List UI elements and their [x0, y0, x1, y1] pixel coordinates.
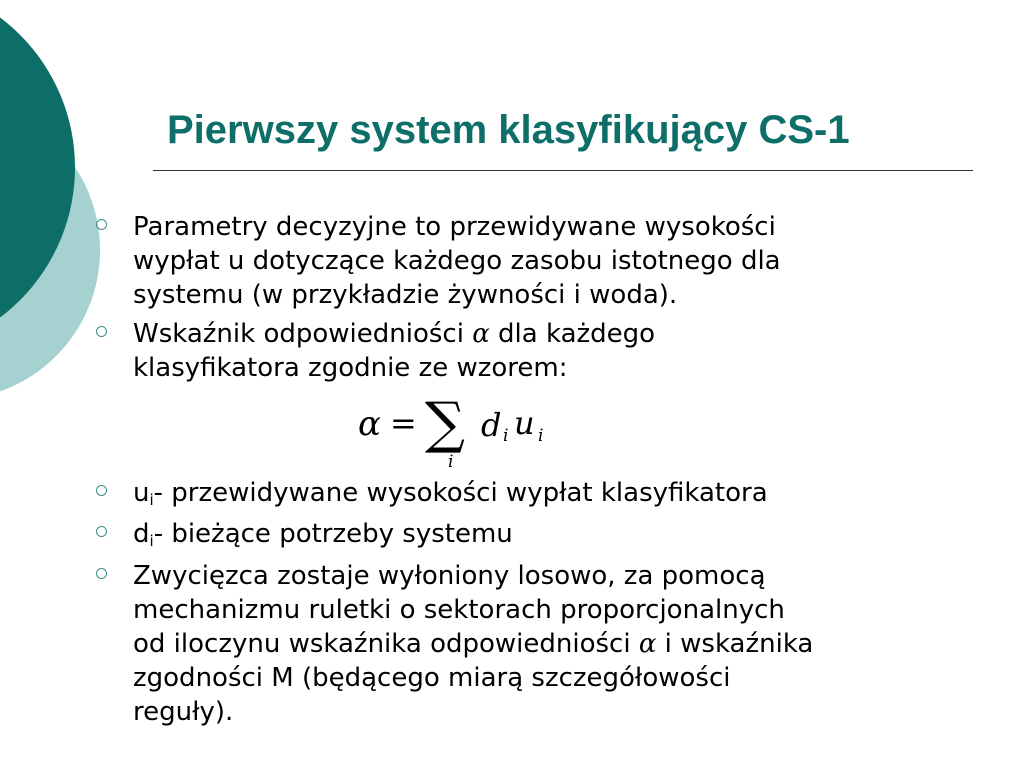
bullet-circle-icon	[96, 326, 107, 337]
bullet-circle-icon	[96, 219, 107, 230]
formula-alpha: α	[358, 404, 381, 444]
alpha-symbol: α	[638, 629, 657, 659]
variable-u: u	[133, 478, 150, 508]
bullet-text-part: dla każdego klasyfikatora zgodnie ze wzorem:	[133, 319, 656, 383]
bullet-text	[133, 517, 963, 558]
bullet-circle-icon	[96, 568, 107, 579]
bullet-text	[133, 476, 963, 517]
formula-sum-symbol: ∑	[425, 391, 465, 456]
formula-d: d	[481, 406, 502, 444]
formula-d-subscript: i	[503, 426, 509, 446]
bullet-text	[133, 559, 963, 729]
bullet-circle-icon	[96, 485, 107, 496]
slide-title: Pierwszy system klasyfikujący CS-1	[167, 108, 850, 152]
subscript-i: i	[149, 532, 154, 550]
subscript-i: i	[149, 491, 154, 509]
formula-equals: =	[390, 404, 417, 442]
bullet-text-part: - bieżące potrzeby systemu	[153, 519, 513, 549]
formula-u-subscript: i	[538, 426, 544, 446]
variable-d: d	[133, 519, 150, 549]
formula-u: u	[514, 404, 535, 442]
formula-sum-index: i	[448, 452, 454, 472]
title-divider	[153, 170, 973, 171]
bullet-text: Parametry decyzyjne to przewidywane wysokości wypłat u dotyczące każdego zasobu istotnego dla systemu (w przykładzie żywności i woda).	[133, 212, 781, 310]
bullet-text-part: i wskaźnika zgodności M (będącego miarą szczegółowości reguły).	[133, 629, 814, 727]
bullet-text-part: Wskaźnik odpowiedniości	[133, 319, 473, 349]
bullet-text-part: - przewidywane wysokości wypłat klasyfikatora	[153, 478, 768, 508]
bullet-text-part: Zwycięzca zostaje wyłoniony losowo, za pomocą mechanizmu ruletki o sektorach proporcjonalnych od iloczynu wskaźnika odpowiedniości	[133, 561, 785, 659]
bullet-text	[133, 317, 963, 385]
fitness-formula	[355, 392, 565, 482]
bullet-circle-icon	[96, 526, 107, 537]
alpha-symbol: α	[472, 319, 490, 349]
